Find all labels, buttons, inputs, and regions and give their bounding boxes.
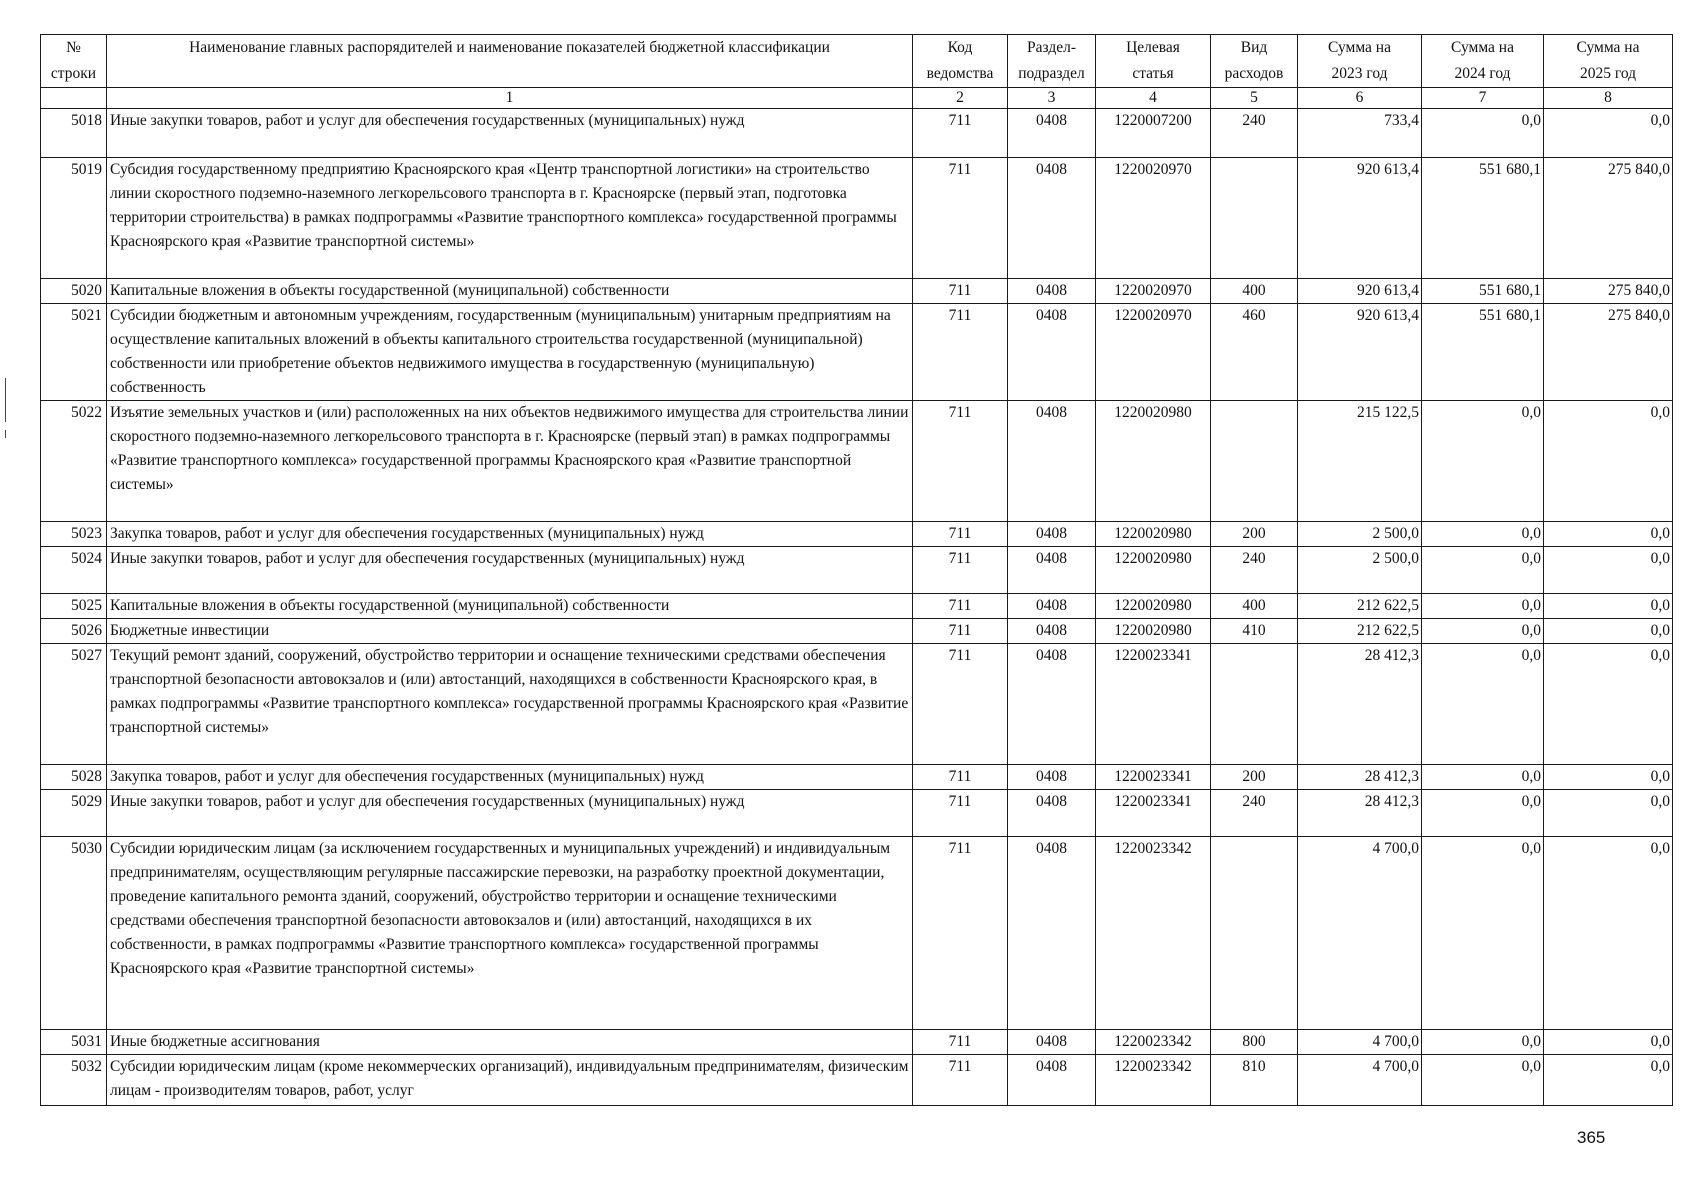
sum-2024-cell: 0,0 [1422,765,1544,790]
row-number-cell: 5025 [41,594,107,619]
sum-2024-cell: 551 680,1 [1422,279,1544,304]
sum-2024-cell: 0,0 [1422,401,1544,522]
sum-2025-cell: 0,0 [1544,401,1673,522]
table-row [41,109,1673,158]
table-row [41,1055,1673,1106]
dept-code-cell: 711 [913,158,1008,279]
table-row [41,401,1673,522]
row-number-cell: 5031 [41,1030,107,1055]
sum-2024-cell: 0,0 [1422,837,1544,1030]
expense-type-cell: 460 [1211,304,1298,401]
target-article-cell: 1220020980 [1096,619,1211,644]
dept-code-cell: 711 [913,401,1008,522]
table-row [41,619,1673,644]
sum-2023-cell: 212 622,5 [1298,594,1422,619]
target-article-cell: 1220020970 [1096,279,1211,304]
row-name-cell: Капитальные вложения в объекты государственной (муниципальной) собственности [107,279,913,304]
target-article-cell: 1220023341 [1096,790,1211,837]
section-cell: 0408 [1008,619,1096,644]
table-row [41,837,1673,1030]
table-header-row [41,35,1673,88]
column-number: 2 [913,88,1008,109]
sum-2023-cell: 2 500,0 [1298,522,1422,547]
row-name-cell: Иные бюджетные ассигнования [107,1030,913,1055]
target-article-cell: 1220020970 [1096,304,1211,401]
target-article-cell: 1220020970 [1096,158,1211,279]
expense-type-cell: 200 [1211,522,1298,547]
dept-code-cell: 711 [913,644,1008,765]
expense-type-cell: 200 [1211,765,1298,790]
target-article-cell: 1220020980 [1096,401,1211,522]
header-sum-2024: Сумма на 2024 год [1422,35,1544,88]
row-number-cell: 5027 [41,644,107,765]
header-section: Раздел-подраздел [1008,35,1096,88]
sum-2025-cell: 0,0 [1544,594,1673,619]
dept-code-cell: 711 [913,1055,1008,1106]
scan-margin-mark [5,378,6,422]
target-article-cell: 1220023341 [1096,765,1211,790]
row-number-cell: 5029 [41,790,107,837]
section-cell: 0408 [1008,837,1096,1030]
section-cell: 0408 [1008,1030,1096,1055]
target-article-cell: 1220020980 [1096,594,1211,619]
sum-2023-cell: 28 412,3 [1298,790,1422,837]
sum-2023-cell: 215 122,5 [1298,401,1422,522]
sum-2025-cell: 0,0 [1544,765,1673,790]
sum-2025-cell: 0,0 [1544,790,1673,837]
sum-2025-cell: 0,0 [1544,837,1673,1030]
target-article-cell: 1220023341 [1096,644,1211,765]
sum-2024-cell: 0,0 [1422,594,1544,619]
sum-2025-cell: 0,0 [1544,547,1673,594]
sum-2025-cell: 0,0 [1544,644,1673,765]
header-expense-type: Вид расходов [1211,35,1298,88]
target-article-cell: 1220020980 [1096,547,1211,594]
header-dept-code: Код ведомства [913,35,1008,88]
sum-2023-cell: 733,4 [1298,109,1422,158]
sum-2024-cell: 551 680,1 [1422,158,1544,279]
expense-type-cell [1211,158,1298,279]
expense-type-cell: 810 [1211,1055,1298,1106]
row-name-cell: Закупка товаров, работ и услуг для обеспечения государственных (муниципальных) нужд [107,522,913,547]
header-name: Наименование главных распорядителей и наименование показателей бюджетной классификации [107,35,913,88]
target-article-cell: 1220007200 [1096,109,1211,158]
dept-code-cell: 711 [913,594,1008,619]
column-number [41,88,107,109]
section-cell: 0408 [1008,304,1096,401]
sum-2025-cell: 0,0 [1544,109,1673,158]
row-number-cell: 5022 [41,401,107,522]
row-name-cell: Субсидии бюджетным и автономным учреждениям, государственным (муниципальным) унитарным предприятиям на осуществление капитальных вложений в объекты капитального строительства государственной (муниципальной) собственности или приобретение объектов недвижимого имущества в государственную (муниципальную) собственность [107,304,913,401]
row-name-cell: Капитальные вложения в объекты государственной (муниципальной) собственности [107,594,913,619]
column-number: 3 [1008,88,1096,109]
table-row [41,522,1673,547]
section-cell: 0408 [1008,109,1096,158]
row-name-cell: Иные закупки товаров, работ и услуг для обеспечения государственных (муниципальных) нужд [107,109,913,158]
expense-type-cell: 240 [1211,109,1298,158]
dept-code-cell: 711 [913,790,1008,837]
section-cell: 0408 [1008,401,1096,522]
row-number-cell: 5030 [41,837,107,1030]
row-name-cell: Закупка товаров, работ и услуг для обеспечения государственных (муниципальных) нужд [107,765,913,790]
scan-margin-mark [5,430,6,438]
header-row-number: № строки [41,35,107,88]
sum-2023-cell: 920 613,4 [1298,304,1422,401]
row-number-cell: 5032 [41,1055,107,1106]
sum-2025-cell: 275 840,0 [1544,279,1673,304]
column-number: 5 [1211,88,1298,109]
sum-2023-cell: 920 613,4 [1298,158,1422,279]
row-name-cell: Субсидия государственному предприятию Красноярского края «Центр транспортной логистики» на строительство линии скоростного подземно-наземного легкорельсового транспорта в г. Красноярске (первый этап, подготовка территории строительства) в рамках подпрограммы «Развитие транспортного комплекса» государственной программы Красноярского края «Развитие транспортной системы» [107,158,913,279]
sum-2023-cell: 4 700,0 [1298,1030,1422,1055]
table-row [41,594,1673,619]
row-name-cell: Субсидии юридическим лицам (за исключением государственных и муниципальных учреждений) и индивидуальным предпринимателям, осуществляющим регулярные пассажирские перевозки, на разработку проектной документации, проведение капитального ремонта зданий, сооружений, обустройство территории и оснащение техническими средствами обеспечения транспортной безопасности автовокзалов и (или) автостанций, находящихся в их собственности, в рамках подпрограммы «Развитие транспортного комплекса» государственной программы Красноярского края «Развитие транспортной системы» [107,837,913,1030]
dept-code-cell: 711 [913,547,1008,594]
target-article-cell: 1220023342 [1096,1055,1211,1106]
row-number-cell: 5028 [41,765,107,790]
dept-code-cell: 711 [913,619,1008,644]
sum-2024-cell: 0,0 [1422,644,1544,765]
table-row [41,765,1673,790]
section-cell: 0408 [1008,1055,1096,1106]
dept-code-cell: 711 [913,1030,1008,1055]
dept-code-cell: 711 [913,837,1008,1030]
dept-code-cell: 711 [913,279,1008,304]
row-name-cell: Изъятие земельных участков и (или) расположенных на них объектов недвижимого имущества для строительства линии скоростного подземно-наземного легкорельсового транспорта в г. Красноярске (первый этап) в рамках подпрограммы «Развитие транспортного комплекса» государственной программы Красноярского края «Развитие транспортной системы» [107,401,913,522]
column-number-row [41,88,1673,109]
sum-2025-cell: 275 840,0 [1544,158,1673,279]
expense-type-cell: 240 [1211,547,1298,594]
dept-code-cell: 711 [913,109,1008,158]
row-number-cell: 5026 [41,619,107,644]
expense-type-cell: 800 [1211,1030,1298,1055]
target-article-cell: 1220023342 [1096,837,1211,1030]
sum-2024-cell: 0,0 [1422,522,1544,547]
sum-2025-cell: 0,0 [1544,1055,1673,1106]
sum-2024-cell: 551 680,1 [1422,304,1544,401]
sum-2023-cell: 212 622,5 [1298,619,1422,644]
column-number: 4 [1096,88,1211,109]
sum-2025-cell: 275 840,0 [1544,304,1673,401]
column-number: 1 [107,88,913,109]
dept-code-cell: 711 [913,765,1008,790]
sum-2024-cell: 0,0 [1422,109,1544,158]
section-cell: 0408 [1008,279,1096,304]
section-cell: 0408 [1008,522,1096,547]
row-name-cell: Бюджетные инвестиции [107,619,913,644]
column-number: 6 [1298,88,1422,109]
row-number-cell: 5021 [41,304,107,401]
sum-2024-cell: 0,0 [1422,1030,1544,1055]
table-row [41,279,1673,304]
column-number: 7 [1422,88,1544,109]
table-row [41,1030,1673,1055]
row-name-cell: Текущий ремонт зданий, сооружений, обустройство территории и оснащение техническими средствами обеспечения транспортной безопасности автовокзалов и (или) автостанций, находящихся в собственности Красноярского края, в рамках подпрограммы «Развитие транспортного комплекса» государственной программы Красноярского края «Развитие транспортной системы» [107,644,913,765]
target-article-cell: 1220023342 [1096,1030,1211,1055]
sum-2023-cell: 2 500,0 [1298,547,1422,594]
table-row [41,547,1673,594]
header-sum-2023: Сумма на 2023 год [1298,35,1422,88]
expense-type-cell: 400 [1211,594,1298,619]
section-cell: 0408 [1008,547,1096,594]
table-row [41,304,1673,401]
row-name-cell: Субсидии юридическим лицам (кроме некоммерческих организаций), индивидуальным предпринимателям, физическим лицам - производителям товаров, работ, услуг [107,1055,913,1106]
row-number-cell: 5019 [41,158,107,279]
sum-2024-cell: 0,0 [1422,619,1544,644]
row-number-cell: 5024 [41,547,107,594]
sum-2025-cell: 0,0 [1544,522,1673,547]
section-cell: 0408 [1008,158,1096,279]
expense-type-cell [1211,644,1298,765]
page-number: 365 [1577,1128,1606,1147]
row-name-cell: Иные закупки товаров, работ и услуг для обеспечения государственных (муниципальных) нужд [107,790,913,837]
dept-code-cell: 711 [913,522,1008,547]
row-name-cell: Иные закупки товаров, работ и услуг для обеспечения государственных (муниципальных) нужд [107,547,913,594]
section-cell: 0408 [1008,790,1096,837]
section-cell: 0408 [1008,765,1096,790]
column-number: 8 [1544,88,1673,109]
sum-2023-cell: 4 700,0 [1298,1055,1422,1106]
table-row [41,790,1673,837]
expense-type-cell: 410 [1211,619,1298,644]
table-row [41,644,1673,765]
sum-2025-cell: 0,0 [1544,619,1673,644]
sum-2023-cell: 28 412,3 [1298,644,1422,765]
table-row [41,158,1673,279]
section-cell: 0408 [1008,594,1096,619]
expense-type-cell [1211,837,1298,1030]
sum-2024-cell: 0,0 [1422,790,1544,837]
sum-2023-cell: 28 412,3 [1298,765,1422,790]
section-cell: 0408 [1008,644,1096,765]
expense-type-cell: 400 [1211,279,1298,304]
sum-2023-cell: 920 613,4 [1298,279,1422,304]
header-sum-2025: Сумма на 2025 год [1544,35,1673,88]
sum-2024-cell: 0,0 [1422,1055,1544,1106]
dept-code-cell: 711 [913,304,1008,401]
target-article-cell: 1220020980 [1096,522,1211,547]
budget-table [40,34,1673,1106]
expense-type-cell: 240 [1211,790,1298,837]
sum-2025-cell: 0,0 [1544,1030,1673,1055]
sum-2023-cell: 4 700,0 [1298,837,1422,1030]
row-number-cell: 5018 [41,109,107,158]
sum-2024-cell: 0,0 [1422,547,1544,594]
header-target-article: Целевая статья [1096,35,1211,88]
row-number-cell: 5020 [41,279,107,304]
row-number-cell: 5023 [41,522,107,547]
expense-type-cell [1211,401,1298,522]
